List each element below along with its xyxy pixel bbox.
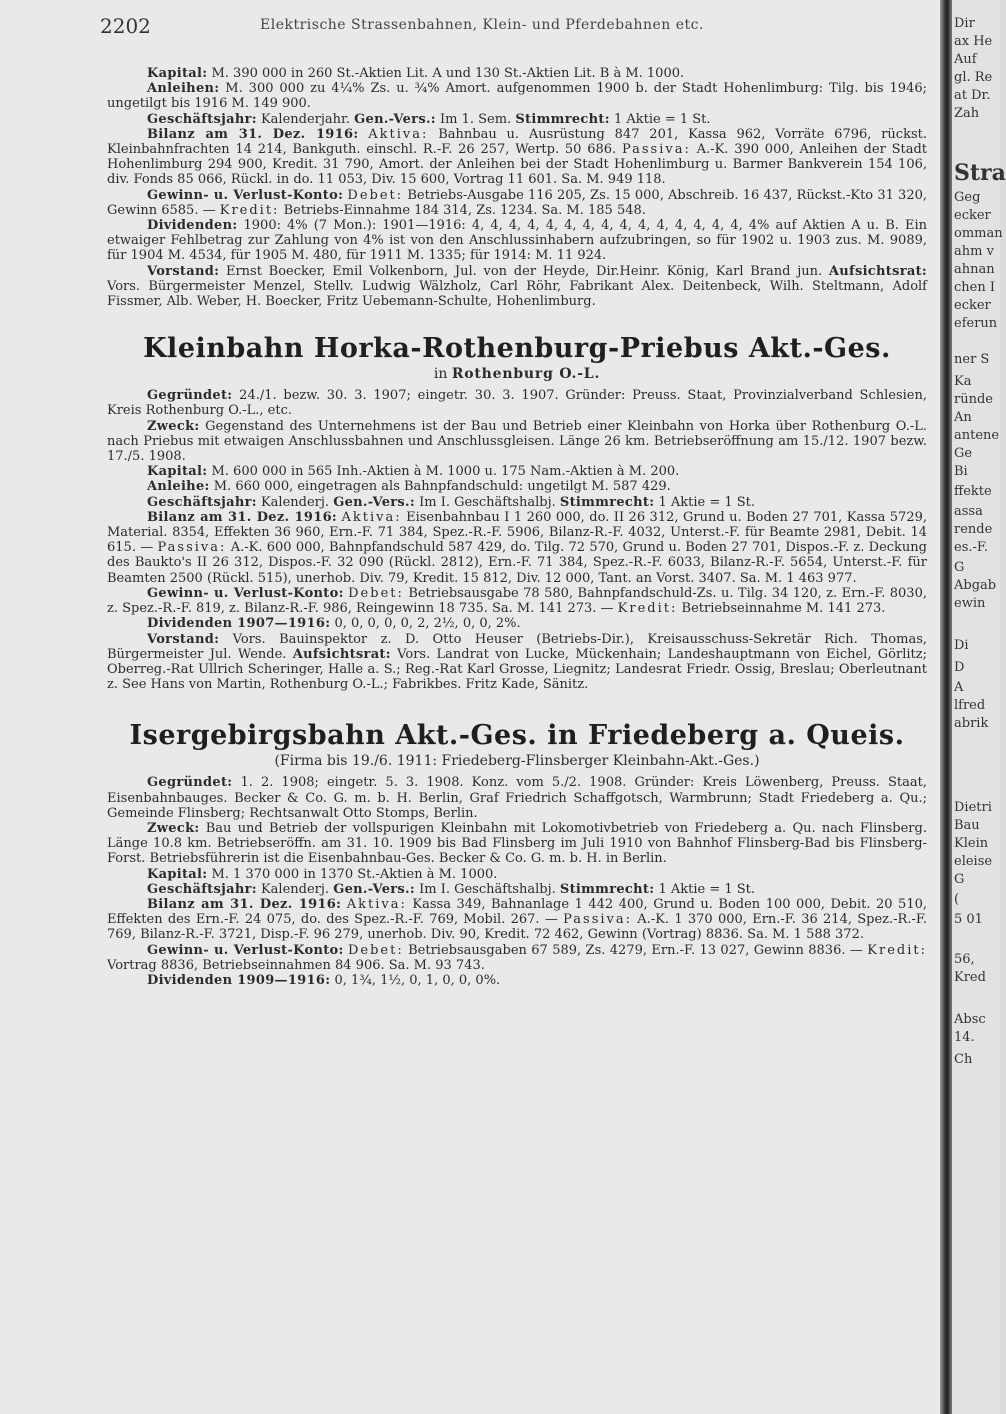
aufsichtsrat-label: Aufsichtsrat: bbox=[828, 263, 927, 279]
aktiva-word: Aktiva: bbox=[346, 896, 407, 912]
div-label: Dividenden 1907—1916: bbox=[147, 616, 331, 632]
aktiva-word: Aktiva: bbox=[368, 126, 429, 142]
vorstand-label: Vorstand: bbox=[147, 631, 220, 647]
next-page-fragment: gl. Re bbox=[954, 70, 993, 85]
kredit-word: Kredit: bbox=[867, 942, 927, 958]
next-page-fragment: chen I bbox=[954, 280, 995, 295]
book-spine bbox=[940, 0, 952, 1414]
aktiva-word: Aktiva: bbox=[341, 509, 402, 525]
next-page-fragment: lfred bbox=[954, 698, 986, 713]
gj-label: Geschäftsjahr: bbox=[147, 111, 257, 127]
anleihen-text: M. 300 000 zu 4¼% Zs. u. ¾% Amort. aufgenommen 1900 b. der Stadt Hohenlimburg: Tilg. bis 1946; ungetilgt bis 1916 M. 149 900. bbox=[107, 81, 927, 112]
next-page-fragment: 5 01 bbox=[954, 912, 983, 927]
entry-hohenlimburg-continued bbox=[107, 66, 927, 309]
geschaeftsjahr-paragraph bbox=[107, 495, 927, 510]
kapital-label: Kapital: bbox=[147, 866, 208, 882]
stimm-label: Stimmrecht: bbox=[515, 111, 610, 127]
kapital-text: M. 1 370 000 in 1370 St.-Aktien à M. 1000. bbox=[211, 866, 498, 882]
next-page-fragment: Klein bbox=[954, 836, 989, 851]
next-page-fragment: assa bbox=[954, 504, 983, 519]
kapital-paragraph bbox=[107, 867, 927, 882]
anleihen-paragraph bbox=[107, 81, 927, 111]
gv-text: Im I. Geschäftshalbj. bbox=[419, 881, 556, 897]
next-page-fragment: G bbox=[954, 560, 965, 575]
guv-paragraph bbox=[107, 586, 927, 616]
vorstand-paragraph bbox=[107, 632, 927, 693]
stimm-text: 1 Aktie = 1 St. bbox=[613, 111, 711, 127]
vorstand-paragraph bbox=[107, 264, 927, 310]
adjacent-page-edge bbox=[952, 0, 1006, 1414]
passiva-text: A.-K. 390 000, Anleihen der Stadt Hohenlimburg 294 900, Kredit. 31 790, Amort. der Anleihen bei der Stadt Hohenlimburg u. Barmer Bankverein 154 106, div. Fonds 85 066, Rückl. in do. 11 053, Div. 15 600, Vortrag 11 601. Sa. M. 949 118. bbox=[107, 142, 927, 188]
bilanz-label: Bilanz am 31. Dez. 1916: bbox=[147, 509, 338, 525]
zweck-paragraph bbox=[107, 821, 927, 867]
next-page-fragment: antene bbox=[954, 428, 1000, 443]
div-text: 0, 0, 0, 0, 0, 2, 2½, 0, 0, 2%. bbox=[334, 616, 521, 632]
next-page-fragment: Ka bbox=[954, 374, 972, 389]
kredit-text: Vortrag 8836, Betriebseinnahmen 84 906. Sa. M. 93 743. bbox=[107, 957, 485, 973]
stimm-text: 1 Aktie = 1 St. bbox=[658, 494, 756, 510]
gv-label: Gen.-Vers.: bbox=[354, 111, 436, 127]
entry-isergebirgsbahn bbox=[107, 720, 927, 988]
zweck-paragraph bbox=[107, 419, 927, 465]
gv-text: Im I. Geschäftshalbj. bbox=[419, 494, 556, 510]
location-place: Rothenburg O.-L. bbox=[451, 366, 601, 383]
company-title: Kleinbahn Horka-Rothenburg-Priebus Akt.-Ges. bbox=[143, 333, 891, 365]
passiva-text: A.-K. 600 000, Bahnpfandschuld 587 429, do. Tilg. 72 570, Grund u. Boden 27 701, Dispos.-F. z. Deckung des Baukto's II 26 312, Dispos.-F. 32 090 (Rückl. 2812), Ern.-F. 71 384, Spez.-R.-F. 6033, Bilanz-R.-F. 5654, Unterst.-F. für Beamten 2500 (Rückl. 515), unerhob. Div. 79, Kredit. 15 812, Div. 12 000, Tant. an Vorst. 3407. Sa. M. 1 463 977. bbox=[107, 540, 927, 586]
anleihe-paragraph bbox=[107, 479, 927, 494]
next-page-fragment: Stra bbox=[954, 160, 1006, 186]
location-prefix: in bbox=[433, 366, 448, 383]
debet-word: Debet: bbox=[347, 187, 404, 203]
bilanz-paragraph bbox=[107, 127, 927, 188]
next-page-fragment: An bbox=[954, 410, 972, 425]
next-page-fragment: eleise bbox=[954, 854, 993, 869]
kapital-text: M. 390 000 in 260 St.-Aktien Lit. A und 130 St.-Aktien Lit. B à M. 1000. bbox=[211, 66, 685, 81]
debet-word: Debet: bbox=[347, 942, 404, 958]
guv-paragraph bbox=[107, 188, 927, 218]
next-page-fragment: rende bbox=[954, 522, 993, 537]
next-page-fragment: ( bbox=[954, 892, 960, 907]
guv-label: Gewinn- u. Verlust-Konto: bbox=[147, 585, 344, 601]
bilanz-paragraph bbox=[107, 510, 927, 586]
div-text: 0, 1¾, 1½, 0, 1, 0, 0, 0%. bbox=[334, 972, 501, 988]
gv-label: Gen.-Vers.: bbox=[333, 881, 415, 897]
stimm-label: Stimmrecht: bbox=[559, 494, 655, 510]
debet-word: Debet: bbox=[348, 585, 404, 601]
next-page-fragment: es.-F. bbox=[954, 540, 989, 555]
kapital-label: Kapital: bbox=[147, 66, 208, 81]
next-page-fragment: Bi bbox=[954, 464, 968, 479]
next-page-fragment: ner S bbox=[954, 352, 990, 367]
next-page-fragment: eferun bbox=[954, 316, 998, 331]
next-page-fragment: ründe bbox=[954, 392, 993, 407]
passiva-word: Passiva: bbox=[563, 912, 633, 928]
next-page-fragment: G bbox=[954, 872, 965, 887]
debet-text: Betriebs-Ausgabe 116 205, Zs. 15 000, Abschreib. 16 437, Rückst.-Kto 31 320, Gewinn 6585. — bbox=[107, 187, 927, 218]
gj-text: Kalenderj. bbox=[260, 881, 330, 897]
kapital-paragraph bbox=[107, 464, 927, 479]
gegruendet-text: 1. 2. 1908; eingetr. 5. 3. 1908. Konz. vom 5./2. 1908. Gründer: Kreis Löwenberg, Preuss. Staat, Eisenbahnbauges. Becker & Co. G. m. b. H. Berlin, Graf Friedrich Schaffgotsch, Warmbrunn; Stadt Friedeberg a. Qu.; Gemeinde Flinsberg; Rechtsanwalt Otto Stomps, Berlin. bbox=[107, 775, 927, 821]
kredit-text: Betriebseinnahme M. 141 273. bbox=[681, 601, 886, 617]
aktiva-text: Kassa 349, Bahnanlage 1 442 400, Grund u. Boden 100 000, Debit. 20 510, Effekten des Ern.-F. 24 075, do. des Spez.-R.-F. 769, Mobil. 267. — bbox=[107, 896, 928, 928]
next-page-fragment: Geg bbox=[954, 190, 981, 205]
kredit-word: Kredit: bbox=[617, 601, 678, 617]
next-page-fragment: ffekte bbox=[954, 484, 992, 499]
next-page-fragment: 56, bbox=[954, 952, 975, 967]
gegruendet-label: Gegründet: bbox=[147, 388, 233, 404]
gegruendet-label: Gegründet: bbox=[147, 775, 233, 791]
guv-paragraph bbox=[107, 943, 927, 973]
kredit-text: Betriebs-Einnahme 184 314, Zs. 1234. Sa. M. 185 548. bbox=[283, 202, 646, 218]
running-title: Elektrische Strassenbahnen, Klein- und Pferdebahnen etc. bbox=[260, 17, 704, 33]
passiva-text: A.-K. 1 370 000, Ern.-F. 36 214, Spez.-R.-F. 769, Bilanz-R.-F. 3721, Disp.-F. 96 279, unerhob. Div. 90, Kredit. 72 462, Gewinn (Vortrag) 8836. Sa. M. 1 588 372. bbox=[107, 912, 927, 943]
page-content bbox=[107, 66, 927, 988]
dividenden-paragraph bbox=[107, 973, 927, 988]
debet-text: Betriebsausgabe 78 580, Bahnpfandschuld-Zs. u. Tilg. 34 120, z. Ern.-F. 8030, z. Spez.-R.-F. 819, z. Bilanz-R.-F. 986, Reingewinn 18 735. Sa. M. 141 273. — bbox=[107, 585, 927, 617]
company-location bbox=[107, 366, 927, 382]
next-page-fragment: Dietri bbox=[954, 800, 992, 815]
guv-label: Gewinn- u. Verlust-Konto: bbox=[147, 187, 344, 203]
page-header bbox=[100, 14, 920, 38]
passiva-word: Passiva: bbox=[157, 540, 227, 556]
next-page-fragment: Di bbox=[954, 638, 969, 653]
div-text: 1900: 4% (7 Mon.): 1901—1916: 4, 4, 4, 4, 4, 4, 4, 4, 4, 4, 4, 4, 4, 4, 4, 4% auf Aktien A u. B. Ein etwaiger Fehlbetrag zur Zahlung von 4% ist von den Anschlussinhabern aufzubringen, so für 1902 u. 1903 zus. M. 9089, für 1904 M. 4534, für 1905 M. 480, für 1911 M. 1335; für 1914: M. 11 924. bbox=[107, 218, 927, 264]
dividenden-paragraph bbox=[107, 218, 927, 264]
vorstand-label: Vorstand: bbox=[147, 263, 220, 279]
anleihen-label: Anleihen: bbox=[147, 81, 220, 97]
debet-text: Betriebsausgaben 67 589, Zs. 4279, Ern.-F. 13 027, Gewinn 8836. — bbox=[408, 942, 863, 958]
next-page-fragment: omman bbox=[954, 226, 1003, 241]
gj-label: Geschäftsjahr: bbox=[147, 494, 257, 510]
gegruendet-paragraph bbox=[107, 388, 927, 418]
gj-label: Geschäftsjahr: bbox=[147, 881, 257, 897]
next-page-fragment: ecker bbox=[954, 298, 991, 313]
aktiva-text: Bahnbau u. Ausrüstung 847 201, Kassa 962, Vorräte 6796, rückst. Kleinbahnfrachten 14 214, Bankguth. einschl. R.-F. 26 257, Wertp. 50 686. bbox=[107, 126, 927, 158]
bilanz-label: Bilanz am 31. Dez. 1916: bbox=[147, 896, 342, 912]
next-page-fragment: at Dr. bbox=[954, 88, 991, 103]
dividenden-paragraph bbox=[107, 616, 927, 631]
vorstand-text: Vors. Bauinspektor z. D. Otto Heuser (Betriebs-Dir.), Kreisausschuss-Sekretär Rich. Thomas, Bürgermeister Jul. Wende. bbox=[107, 631, 927, 662]
next-page-fragment: Ge bbox=[954, 446, 973, 461]
next-page-fragment: Zah bbox=[954, 106, 980, 121]
page-number: 2202 bbox=[100, 14, 151, 38]
next-page-fragment: ax He bbox=[954, 34, 993, 49]
next-page-fragment: D bbox=[954, 660, 965, 675]
anleihe-text: M. 660 000, eingetragen als Bahnpfandschuld: ungetilgt M. 587 429. bbox=[213, 479, 671, 495]
geschaeftsjahr-paragraph bbox=[107, 882, 927, 897]
gv-label: Gen.-Vers.: bbox=[333, 494, 415, 510]
zweck-text: Bau und Betrieb der vollspurigen Kleinbahn mit Lokomotivbetrieb von Friedeberg a. Qu. nach Flinsberg. Länge 10.8 km. Betriebseröffn. am 31. 10. 1909 bis Bad Flinsberg im Juli 1910 von Bahnhof Flinsberg-Bad bis Flinsberg-Forst. Betriebsführerin ist die Eisenbahnbau-Ges. Becker & Co. G. m. b. H. in Berlin. bbox=[107, 820, 927, 867]
div-label: Dividenden: bbox=[147, 218, 238, 234]
next-page-fragment: A bbox=[954, 680, 964, 695]
kapital-label: Kapital: bbox=[147, 464, 208, 480]
bilanz-label: Bilanz am 31. Dez. 1916: bbox=[147, 126, 359, 142]
bilanz-paragraph bbox=[107, 897, 927, 943]
next-page-fragment: ahm v bbox=[954, 244, 994, 259]
stimm-label: Stimmrecht: bbox=[559, 881, 655, 897]
zweck-label: Zweck: bbox=[147, 820, 200, 836]
zweck-text: Gegenstand des Unternehmens ist der Bau und Betrieb einer Kleinbahn von Horka über Rothenburg O.-L. nach Priebus mit etwaigen Anschlussbahnen und Anschlussgleisen. Länge 26 km. Betriebseröffnung am 15./12. 1907 bezw. 17./5. 1908. bbox=[107, 418, 927, 465]
gegruendet-paragraph bbox=[107, 775, 927, 821]
next-page-fragment: Kred bbox=[954, 970, 986, 985]
next-page-fragment: ewin bbox=[954, 596, 986, 611]
zweck-label: Zweck: bbox=[147, 418, 200, 434]
next-page-fragment: abrik bbox=[954, 716, 989, 731]
next-page-fragment: Bau bbox=[954, 818, 980, 833]
next-page-fragment: ecker bbox=[954, 208, 991, 223]
next-page-fragment: Absc bbox=[954, 1012, 986, 1027]
vorstand-text: Ernst Boecker, Emil Volkenborn, Jul. von der Heyde, Dir.Heinr. König, Karl Brand jun. bbox=[225, 263, 823, 279]
gegruendet-text: 24./1. bezw. 30. 3. 1907; eingetr. 30. 3. 1907. Gründer: Preuss. Staat, Provinzialverband Schlesien, Kreis Rothenburg O.-L., etc. bbox=[107, 388, 927, 419]
aufsichtsrat-text: Vors. Bürgermeister Menzel, Stellv. Ludwig Wälzholz, Carl Röhr, Fabrikant Alex. Deitenbeck, Wilh. Steltmann, Adolf Fissmer, Alb. Weber, H. Boecker, Fritz Uebemann-Schulte, Hohenlimburg. bbox=[107, 278, 927, 310]
company-title: Isergebirgsbahn Akt.-Ges. in Friedeberg a. Queis. bbox=[129, 720, 905, 752]
div-label: Dividenden 1909—1916: bbox=[147, 972, 331, 988]
next-page-fragment: 14. bbox=[954, 1030, 975, 1045]
kapital-text: M. 600 000 in 565 Inh.-Aktien à M. 1000 u. 175 Nam.-Aktien à M. 200. bbox=[211, 464, 680, 480]
entry-horka-rothenburg-priebus bbox=[107, 333, 927, 692]
gj-text: Kalenderjahr. bbox=[260, 111, 350, 127]
gv-text: Im 1. Sem. bbox=[440, 111, 512, 127]
gj-text: Kalenderj. bbox=[260, 494, 330, 510]
next-page-fragment: Auf bbox=[954, 52, 977, 67]
stimm-text: 1 Aktie = 1 St. bbox=[658, 881, 756, 897]
kredit-word: Kredit: bbox=[219, 202, 280, 218]
next-page-fragment: Abgab bbox=[954, 578, 997, 593]
kapital-paragraph bbox=[107, 66, 927, 81]
aufsichtsrat-label: Aufsichtsrat: bbox=[292, 646, 391, 662]
anleihe-label: Anleihe: bbox=[147, 479, 210, 495]
company-former-name: (Firma bis 19./6. 1911: Friedeberg-Flinsberger Kleinbahn-Akt.-Ges.) bbox=[274, 753, 760, 770]
aktiva-text: Eisenbahnbau I 1 260 000, do. II 26 312, Grund u. Boden 27 701, Kassa 5729, Material. 8354, Effekten 36 960, Ern.-F. 71 384, Spez.-R.-F. 5906, Bilanz-R.-F. 4032, Unterst.-F. für Beamte 2981, Debit. 14 615. — bbox=[107, 509, 928, 556]
passiva-word: Passiva: bbox=[621, 142, 691, 158]
next-page-fragment: Dir bbox=[954, 16, 975, 31]
next-page-fragment: ahnan bbox=[954, 262, 995, 277]
aufsichtsrat-text: Vors. Landrat von Lucke, Mückenhain; Landeshauptmann von Eichel, Görlitz; Oberreg.-Rat Ullrich Scheringer, Halle a. S.; Reg.-Rat Karl Grosse, Liegnitz; Landesrat Friedr. Ossig, Breslau; Oberleutnant z. See Hans von Martin, Rothenburg O.-L.; Fabrikbes. Fritz Kade, Sänitz. bbox=[107, 646, 927, 693]
geschaeftsjahr-paragraph bbox=[107, 112, 927, 127]
guv-label: Gewinn- u. Verlust-Konto: bbox=[147, 942, 344, 958]
next-page-fragment: Ch bbox=[954, 1052, 973, 1067]
